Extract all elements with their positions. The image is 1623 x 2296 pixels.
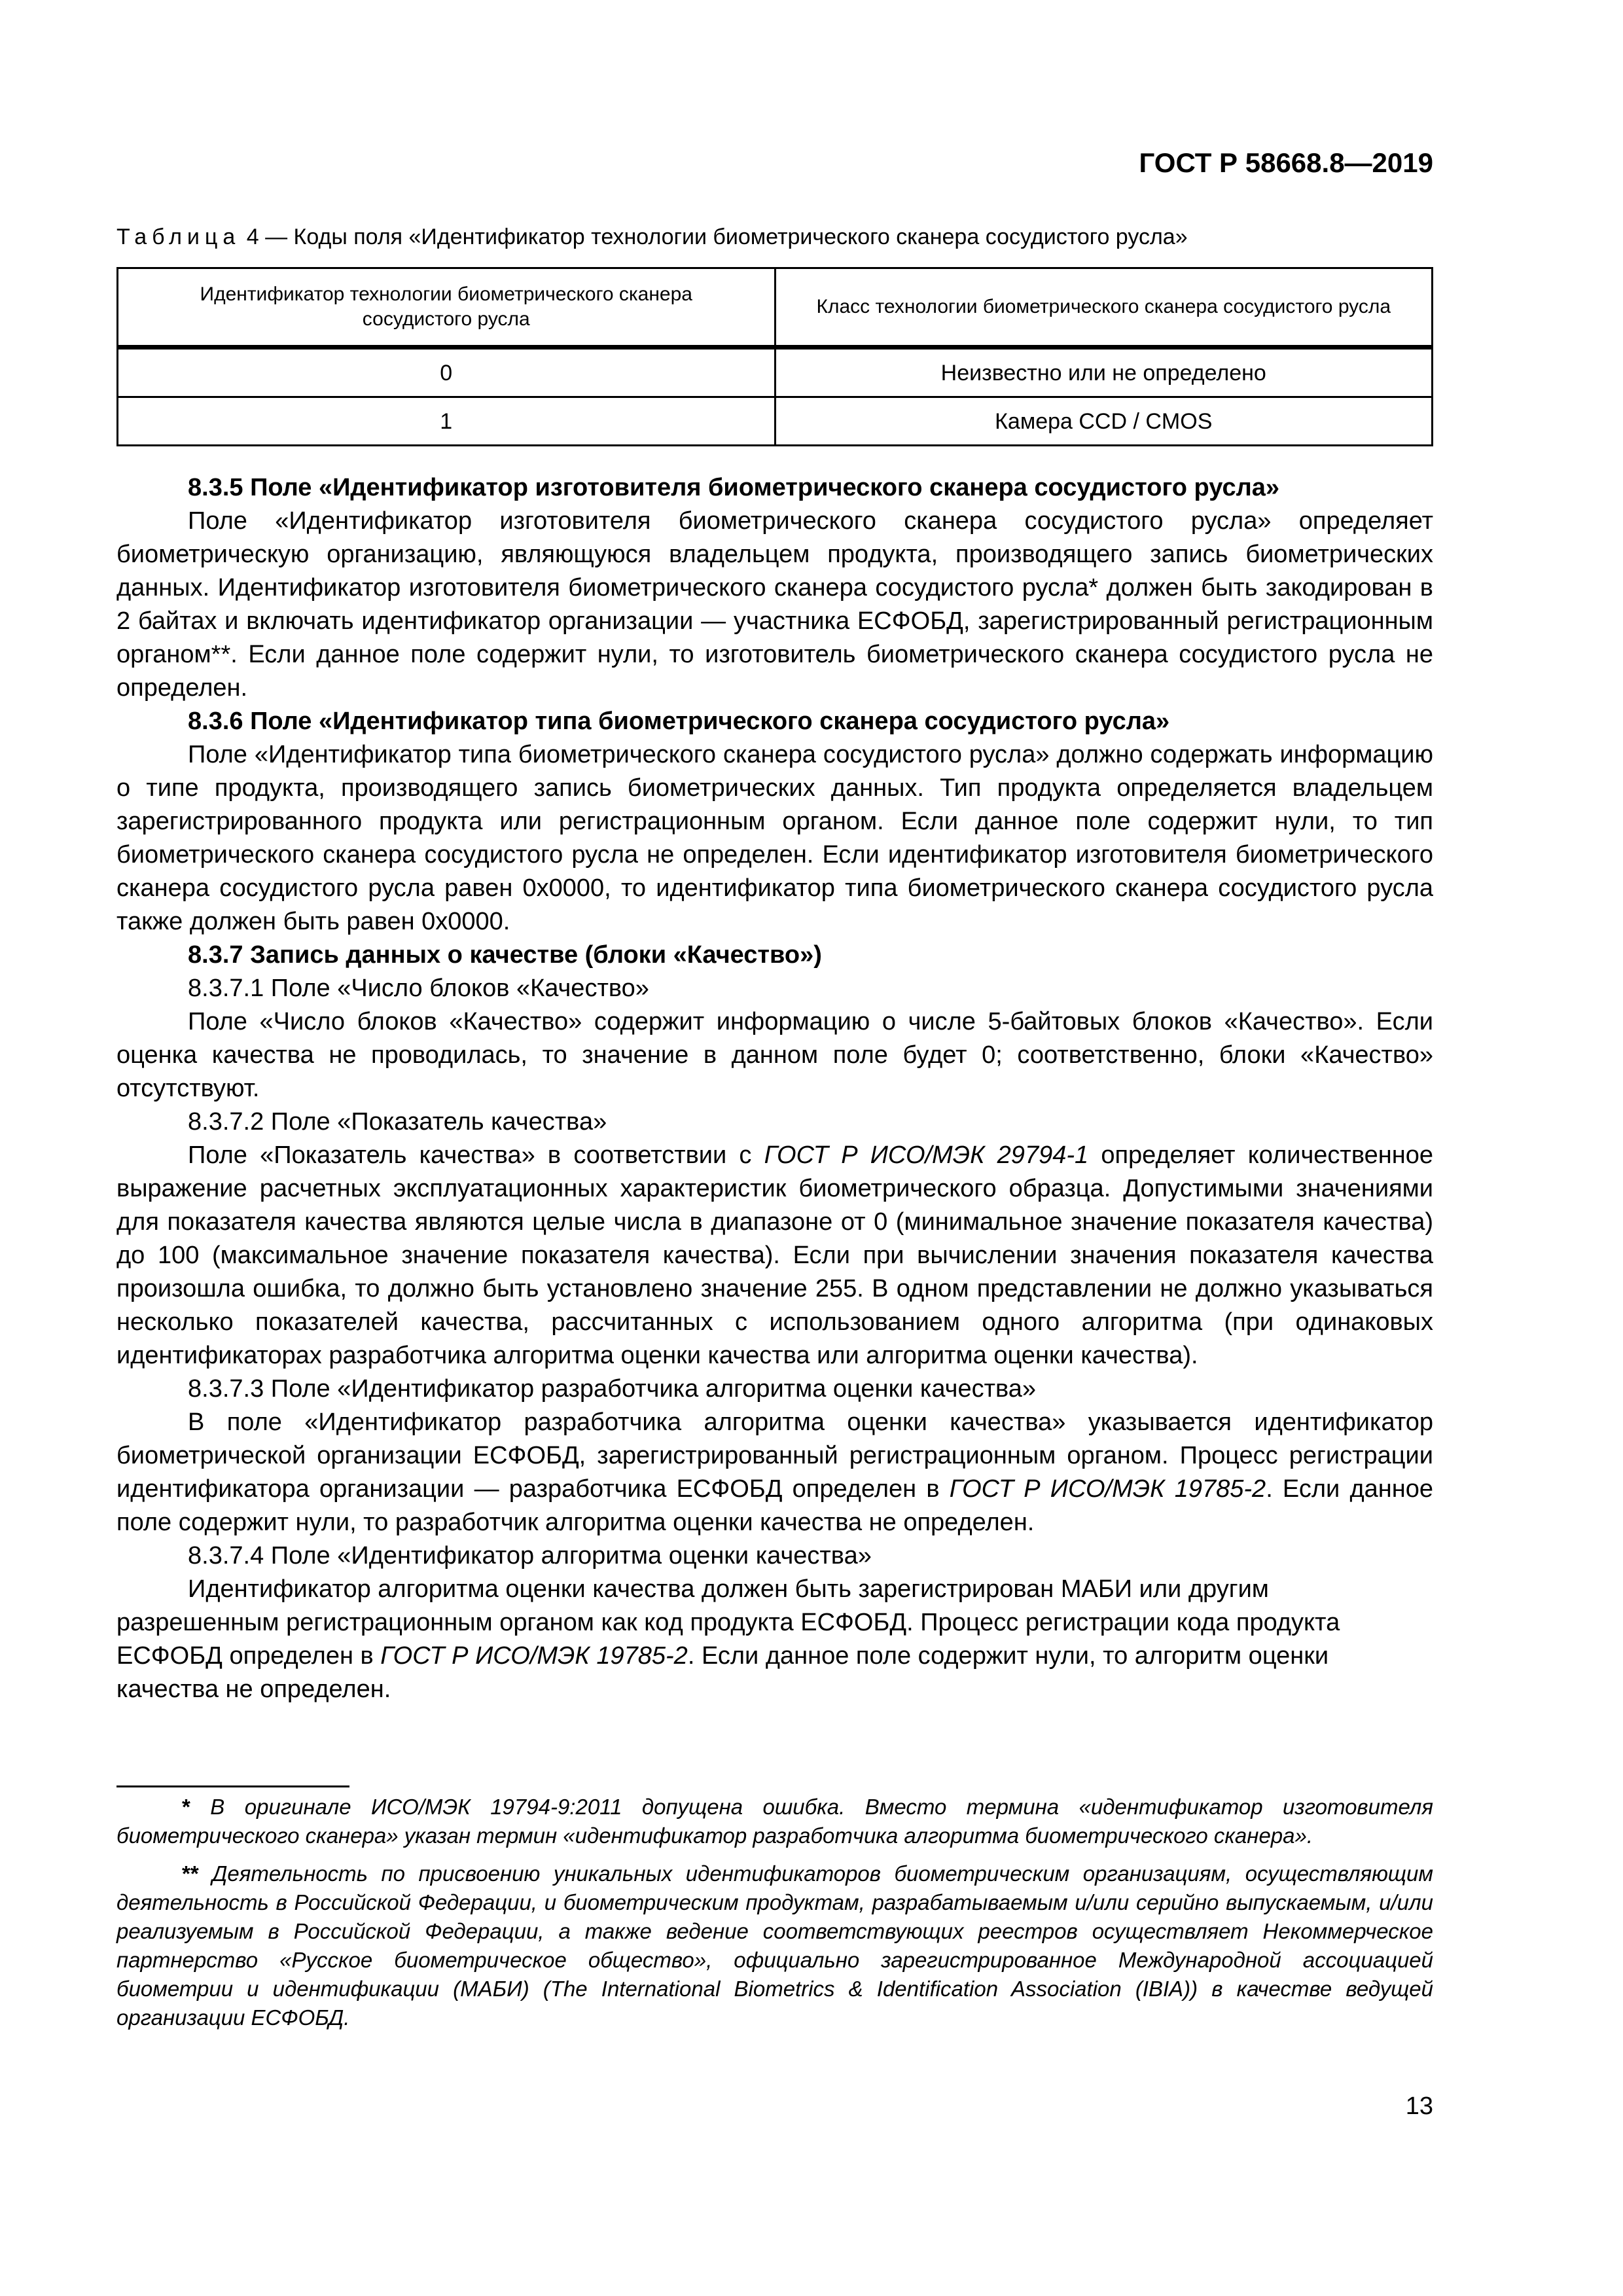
table-caption-label: Таблица (116, 224, 241, 249)
technology-codes-table (116, 267, 1433, 446)
paragraph-text: . Если данное поле содержит нули, то алгоритм оценки качества не определен. (116, 1642, 1329, 1703)
footnote-mark: ** (182, 1861, 199, 1886)
section-heading-8-3-5: 8.3.5 Поле «Идентификатор изготовителя биометрического сканера сосудистого русла» (188, 474, 1279, 501)
footnotes (116, 1793, 1433, 2041)
footnote-text: В оригинале ИСО/МЭК 19794-9:2011 допущена ошибка. Вместо термина «идентификатор изготовителя биометрического сканера» указан термин «идентификатор разработчика алгоритма биометрического сканера». (116, 1795, 1433, 1848)
column-header-class: Класс технологии биометрического сканера сосудистого русла (775, 268, 1433, 348)
paragraph-text: Поле «Показатель качества» в соответствии с (188, 1141, 764, 1169)
paragraph-8-3-6: Поле «Идентификатор типа биометрического сканера сосудистого русла» должно содержать информацию о типе продукта, производящего запись биометрических данных. Тип продукта определяется владельцем зарегистрированного продукта или регистрационным органом. Если данное поле содержит нули, то тип биометрического сканера сосудистого русла не определен. Если идентификатор изготовителя биометрического сканера сосудистого русла равен 0x0000, то идентификатор типа биометрического сканера сосудистого русла также должен быть равен 0x0000. (116, 741, 1433, 935)
column-header-identifier: Идентификатор технологии биометрического сканера сосудистого русла (118, 268, 776, 348)
footnote-mark: * (182, 1795, 190, 1819)
paragraph-text: определяет количественное выражение расчетных эксплуатационных характеристик биометрического образца. Допустимыми значениями для показателя качества являются целые числа в диапазоне от 0 (минимальное значение показателя качества) до 100 (максимальное значение показателя качества). Если при вычислении значения показателя качества произошла ошибка, то должно быть установлено значение 255. В одном представлении не должно указываться несколько показателей качества, рассчитанных с использованием одного алгоритма (при одинаковых идентификаторах разработчика алгоритма оценки качества или алгоритма оценки качества). (116, 1141, 1433, 1369)
table-cell-code: 1 (118, 397, 776, 446)
table-row (118, 348, 1433, 397)
paragraph-8-3-7-4 (116, 1573, 1433, 1706)
paragraph-8-3-7-3 (116, 1406, 1433, 1539)
document-header: ГОСТ Р 58668.8—2019 (1139, 147, 1433, 178)
paragraph-8-3-5: Поле «Идентификатор изготовителя биометрического сканера сосудистого русла» определяет биометрическую организацию, являющуюся владельцем продукта, производящего запись биометрических данных. Идентификатор изготовителя биометрического сканера сосудистого русла* должен быть закодирован в 2 байтах и включать идентификатор организации — участника ЕСФОБД, зарегистрированный регистрационным органом**. Если данное поле содержит нули, то изготовитель биометрического сканера сосудистого русла не определен. (116, 507, 1433, 702)
subsection-heading-8-3-7-4: 8.3.7.4 Поле «Идентификатор алгоритма оценки качества» (188, 1542, 872, 1570)
paragraph-text: . Если данное поле содержит нули, то разработчик алгоритма оценки качества не определен. (116, 1475, 1433, 1536)
section-heading-8-3-7: 8.3.7 Запись данных о качестве (блоки «Качество») (188, 941, 822, 969)
table-header-row (118, 268, 1433, 348)
table-row (118, 397, 1433, 446)
footnote (116, 1793, 1433, 1850)
subsection-heading-8-3-7-3: 8.3.7.3 Поле «Идентификатор разработчика алгоритма оценки качества» (188, 1375, 1037, 1403)
paragraph-8-3-7-2 (116, 1139, 1433, 1372)
footnote (116, 1859, 1433, 2032)
subsection-heading-8-3-7-1: 8.3.7.1 Поле «Число блоков «Качество» (188, 975, 649, 1002)
standard-reference: ГОСТ Р ИСО/МЭК 19785-2 (380, 1642, 688, 1670)
subsection-heading-8-3-7-2: 8.3.7.2 Поле «Показатель качества» (188, 1108, 607, 1136)
paragraph-text: В поле «Идентификатор разработчика алгоритма оценки качества» указывается идентификатор биометрической организации ЕСФОБД, зарегистрированный регистрационным органом. Процесс регистрации идентификатора организации — разработчика ЕСФОБД определен в (116, 1408, 1433, 1503)
paragraph-text: Идентификатор алгоритма оценки качества должен быть зарегистрирован МАБИ или другим разрешенным регистрационным органом как код продукта ЕСФОБД. Процесс регистрации кода продукта ЕСФОБД определен в (116, 1575, 1340, 1670)
footnote-separator (116, 1785, 349, 1787)
table-caption (116, 222, 1188, 252)
standard-reference: ГОСТ Р ИСО/МЭК 19785-2 (949, 1475, 1266, 1503)
table-cell-class: Камера CCD / CMOS (775, 397, 1433, 446)
document-body (116, 471, 1433, 1706)
paragraph-8-3-7-1: Поле «Число блоков «Качество» содержит информацию о числе 5-байтовых блоков «Качество». Если оценка качества не проводилась, то значение в данном поле будет 0; соответственно, блоки «Качество» отсутствуют. (116, 1008, 1433, 1102)
page-number: 13 (1405, 2092, 1433, 2120)
table-caption-text: 4 — Коды поля «Идентификатор технологии биометрического сканера сосудистого русла» (240, 224, 1188, 249)
table-cell-code: 0 (118, 348, 776, 397)
footnote-text: Деятельность по присвоению уникальных идентификаторов биометрическим организациям, осуществляющим деятельность в Российской Федерации, и биометрическим продуктам, разрабатываемым и/или серийно выпускаемым, и/или реализуемым в Российской Федерации, а также ведение соответствующих реестров осуществляет Некоммерческое партнерство «Русское биометрическое общество», официально зарегистрированное Международной ассоциацией биометрии и идентификации (МАБИ) (The International Biometrics & Identification Association (IBIA)) в качестве ведущей организации ЕСФОБД. (116, 1861, 1433, 2030)
table-cell-class: Неизвестно или не определено (775, 348, 1433, 397)
standard-reference: ГОСТ Р ИСО/МЭК 29794-1 (764, 1141, 1089, 1169)
section-heading-8-3-6: 8.3.6 Поле «Идентификатор типа биометрического сканера сосудистого русла» (188, 708, 1170, 735)
